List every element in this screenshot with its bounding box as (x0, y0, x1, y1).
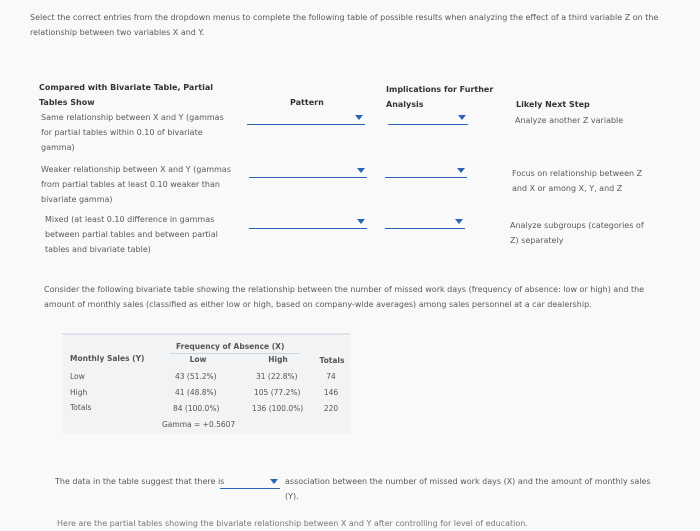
question-prefix: The data in the table suggest that there is (55, 477, 225, 486)
table2-col-totals: Totals (319, 356, 345, 365)
row2-next-step: Focus on relationship between Z and X or among X, Y, and Z (512, 169, 643, 193)
row2-implications-dropdown[interactable] (385, 167, 467, 178)
table2-col-high: High (268, 355, 288, 364)
table2-cell: 41 (48.8%) (175, 388, 217, 397)
bivariate-table (62, 333, 350, 434)
row3-implications-dropdown[interactable] (385, 218, 465, 229)
chevron-down-icon (457, 168, 465, 173)
table2-cell: 136 (100.0%) (252, 404, 304, 413)
table2-row-totals-label: Totals (70, 403, 92, 412)
chevron-down-icon (357, 219, 365, 224)
table2-title: Frequency of Absence (X) (176, 342, 285, 351)
row1-implications-dropdown[interactable] (388, 114, 468, 125)
header-next-step: Likely Next Step (516, 100, 590, 109)
table2-row-low-label: Low (70, 372, 85, 381)
header-compared: Compared with Bivariate Table, Partial Tables Show (39, 83, 213, 107)
context-text: Consider the following bivariate table showing the relationship between the number of missed work days (frequency of absence: low or high) and the amount of monthly sales (classified as either low or high, based on company-wide averages) among sales personnel at a car dealership. (44, 285, 645, 309)
table2-divider (170, 353, 300, 354)
row2-pattern-dropdown[interactable] (249, 167, 367, 178)
chevron-down-icon (458, 115, 466, 120)
footer-text: Here are the partial tables showing the bivariate relationship between X and Y after controlling for level of education. (57, 519, 528, 528)
table2-cell: 105 (77.2%) (254, 388, 301, 397)
chevron-down-icon (355, 115, 363, 120)
row3-pattern-dropdown[interactable] (249, 218, 367, 229)
row3-condition: Mixed (at least 0.10 difference in gammas between partial tables and between partial tables and bivariate table) (45, 215, 218, 254)
row1-next-step: Analyze another Z variable (515, 116, 624, 125)
table2-row-high-label: High (70, 388, 88, 397)
table2-row-header: Monthly Sales (Y) (70, 354, 145, 363)
header-pattern: Pattern (290, 98, 324, 107)
row2-condition: Weaker relationship between X and Y (gammas from partial tables at least 0.10 weaker than bivariate gamma) (41, 165, 231, 204)
table2-cell: 220 (323, 404, 339, 413)
table2-cell: 31 (22.8%) (256, 372, 298, 381)
instructions-text: Select the correct entries from the dropdown menus to complete the following table of possible results when analyzing the effect of a third variable Z on the relationship between two variables X and Y. (30, 13, 659, 37)
chevron-down-icon (455, 219, 463, 224)
header-implications: Implications for Further Analysis (386, 85, 494, 109)
table2-col-low: Low (189, 355, 207, 364)
table2-cell: 146 (323, 388, 339, 397)
row1-condition: Same relationship between X and Y (gammas for partial tables within 0.10 of bivariate gamma) (41, 113, 224, 152)
chevron-down-icon (357, 168, 365, 173)
chevron-down-icon (270, 479, 278, 484)
association-dropdown[interactable] (220, 478, 280, 489)
table2-gamma: Gamma = +0.5607 (162, 420, 236, 429)
row3-next-step: Analyze subgroups (categories of Z) separately (510, 221, 644, 245)
row1-pattern-dropdown[interactable] (247, 114, 365, 125)
table2-cell: 84 (100.0%) (173, 404, 220, 413)
table2-cell: 74 (326, 372, 336, 381)
table2-cell: 43 (51.2%) (175, 372, 217, 381)
question-suffix: association between the number of missed work days (X) and the amount of monthly sales (Y). (285, 477, 651, 501)
